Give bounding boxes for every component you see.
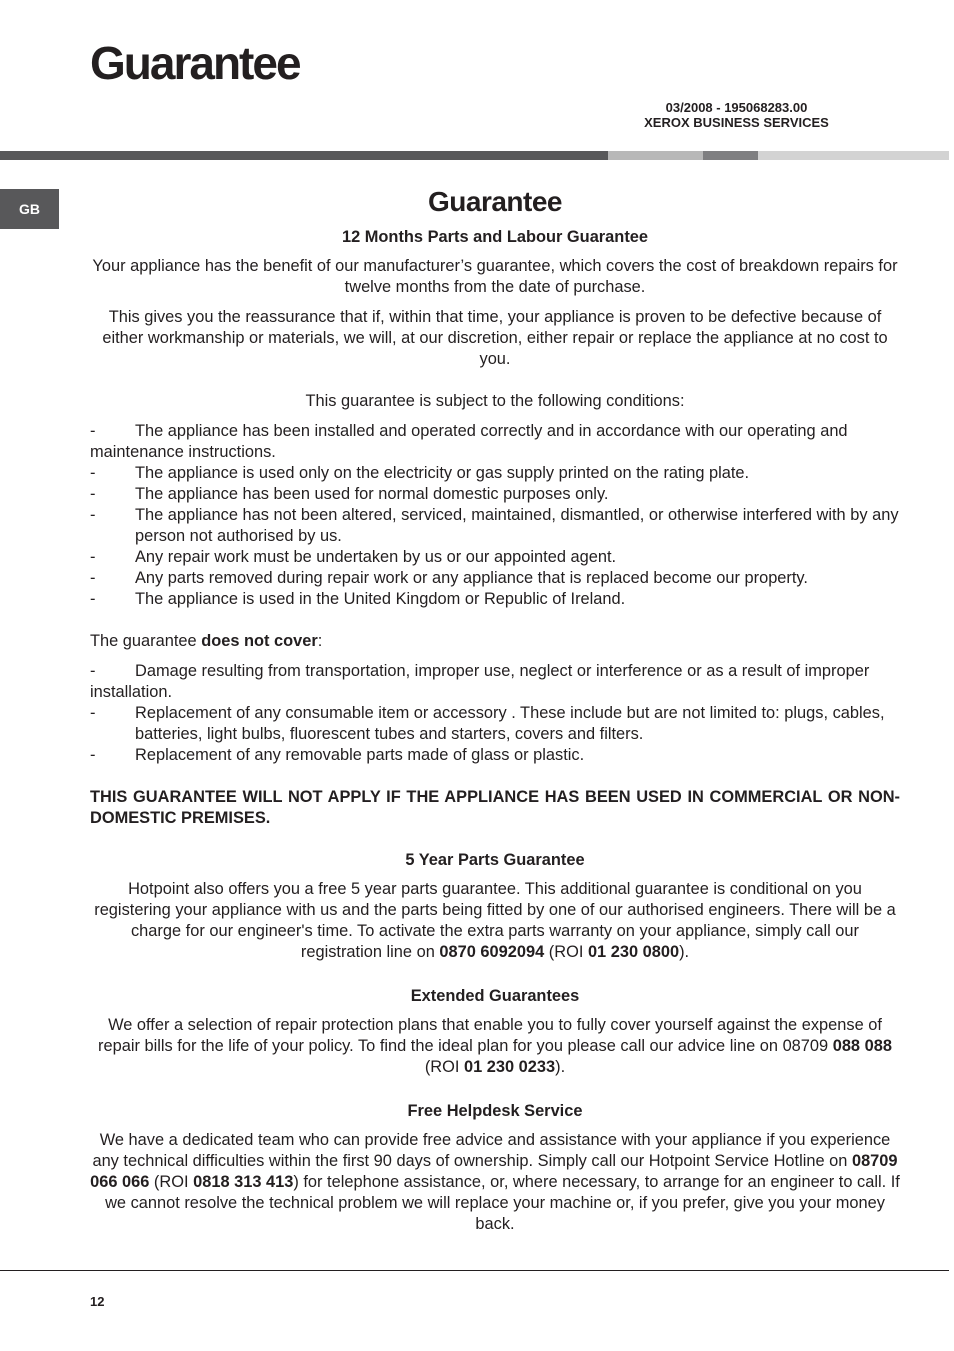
helpdesk-text: We have a dedicated team who can provide free advice and assistance with your appliance if you experience any technical difficulties within the first 90 days of ownership. Simply call our Hotpoint Service Hotline on xyxy=(92,1131,891,1170)
extended-title: Extended Guarantees xyxy=(410,987,580,1005)
not-cover-suffix: : xyxy=(317,632,323,650)
advice-phone: 088 088 xyxy=(832,1037,892,1055)
doc-ref-code: 03/2008 - 195068283.00 xyxy=(665,100,808,115)
footer-rule xyxy=(0,1270,949,1271)
conditions-list xyxy=(90,421,900,610)
header-rule-pale xyxy=(758,151,949,160)
not-cover-prefix: The guarantee xyxy=(90,632,202,650)
helpdesk-text-after: ) for telephone assistance, or, where necessary, to arrange for an engineer to call. If we cannot resolve the technical problem we will replace your machine or, if you prefer, give you your money back. xyxy=(105,1173,900,1233)
roi-prefix: (ROI xyxy=(424,1058,464,1076)
parts-labour-paragraph-1: Your appliance has the benefit of our manufacturer’s guarantee, which covers the cost of breakdown repairs for twelve months from the date of purchase. xyxy=(92,257,898,296)
parts-labour-title: 12 Months Parts and Labour Guarantee xyxy=(341,228,649,246)
header-rule-light xyxy=(608,151,703,160)
registration-phone: 0870 6092094 xyxy=(439,943,545,961)
list-item: - Replacement of any removable parts made of glass or plastic. xyxy=(90,745,900,766)
conditions-intro: This guarantee is subject to the following conditions: xyxy=(305,392,685,410)
parts-labour-paragraph-2: This gives you the reassurance that if, within that time, your appliance is proven to be defective because of either workmanship or materials, we will, at our discretion, either repair or replace the appliance at no cost to you. xyxy=(102,308,888,368)
roi-suffix: ). xyxy=(679,943,690,961)
list-item: - Any parts removed during repair work or any appliance that is replaced become our property. xyxy=(90,568,900,589)
section-heading: Guarantee xyxy=(428,186,562,217)
extended-paragraph xyxy=(90,1015,900,1078)
doc-ref-publisher: XEROX BUSINESS SERVICES xyxy=(644,115,829,130)
main-content xyxy=(90,185,900,1235)
list-item: - Replacement of any consumable item or accessory . These include but are not limited to: plugs, cables, batteries, light bulbs, fluorescent tubes and starters, covers and filters. xyxy=(90,703,900,745)
hotline-phone: 08709 066 066 xyxy=(90,1152,898,1191)
list-item: - Damage resulting from transportation, improper use, neglect or interference or as a result of improper installation. xyxy=(90,661,900,703)
page-number: 12 xyxy=(90,1294,105,1309)
list-item: - Any repair work must be undertaken by us or our appointed agent. xyxy=(90,547,900,568)
hotline-roi-phone: 0818 313 413 xyxy=(193,1173,294,1191)
page-title: Guarantee xyxy=(90,37,300,89)
roi-prefix: (ROI xyxy=(544,943,588,961)
registration-roi-phone: 01 230 0800 xyxy=(587,943,680,961)
not-cover-emphasis: does not cover xyxy=(201,632,318,650)
list-item: - The appliance is used in the United Kingdom or Republic of Ireland. xyxy=(90,589,900,610)
commercial-use-warning: THIS GUARANTEE WILL NOT APPLY IF THE APPLIANCE HAS BEEN USED IN COMMERCIAL OR NON-DOMESTIC PREMISES. xyxy=(90,788,900,827)
header-rule-dark xyxy=(0,151,608,160)
advice-roi-phone: 01 230 0233 xyxy=(463,1058,556,1076)
list-item: - The appliance is used only on the electricity or gas supply printed on the rating plate. xyxy=(90,463,900,484)
five-year-text: Hotpoint also offers you a free 5 year parts guarantee. This additional guarantee is conditional on you registering your appliance with us and the parts being fitted by one of our authorised engineers. There will be a charge for our engineer's time. To activate the extra parts warranty on your appliance, simply call our registration line on xyxy=(94,880,896,961)
header-rule-mid xyxy=(703,151,758,160)
not-cover-intro xyxy=(90,631,900,652)
roi-prefix: (ROI xyxy=(149,1173,194,1191)
document-reference xyxy=(560,100,913,130)
five-year-paragraph xyxy=(90,879,900,963)
list-item: - The appliance has not been altered, serviced, maintained, dismantled, or otherwise interfered with by any person not authorised by us. xyxy=(90,505,900,547)
list-item: - The appliance has been installed and operated correctly and in accordance with our operating and maintenance instructions. xyxy=(90,421,900,463)
exclusions-list xyxy=(90,661,900,766)
helpdesk-title: Free Helpdesk Service xyxy=(407,1102,583,1120)
extended-text: We offer a selection of repair protection plans that enable you to fully cover yourself against the expense of repair bills for the life of your policy. To find the ideal plan for you please call our advice line on 08709 xyxy=(98,1016,882,1055)
helpdesk-paragraph xyxy=(90,1130,900,1235)
language-tab: GB xyxy=(0,189,59,229)
five-year-title: 5 Year Parts Guarantee xyxy=(405,851,585,869)
roi-suffix: ). xyxy=(555,1058,566,1076)
list-item: - The appliance has been used for normal domestic purposes only. xyxy=(90,484,900,505)
